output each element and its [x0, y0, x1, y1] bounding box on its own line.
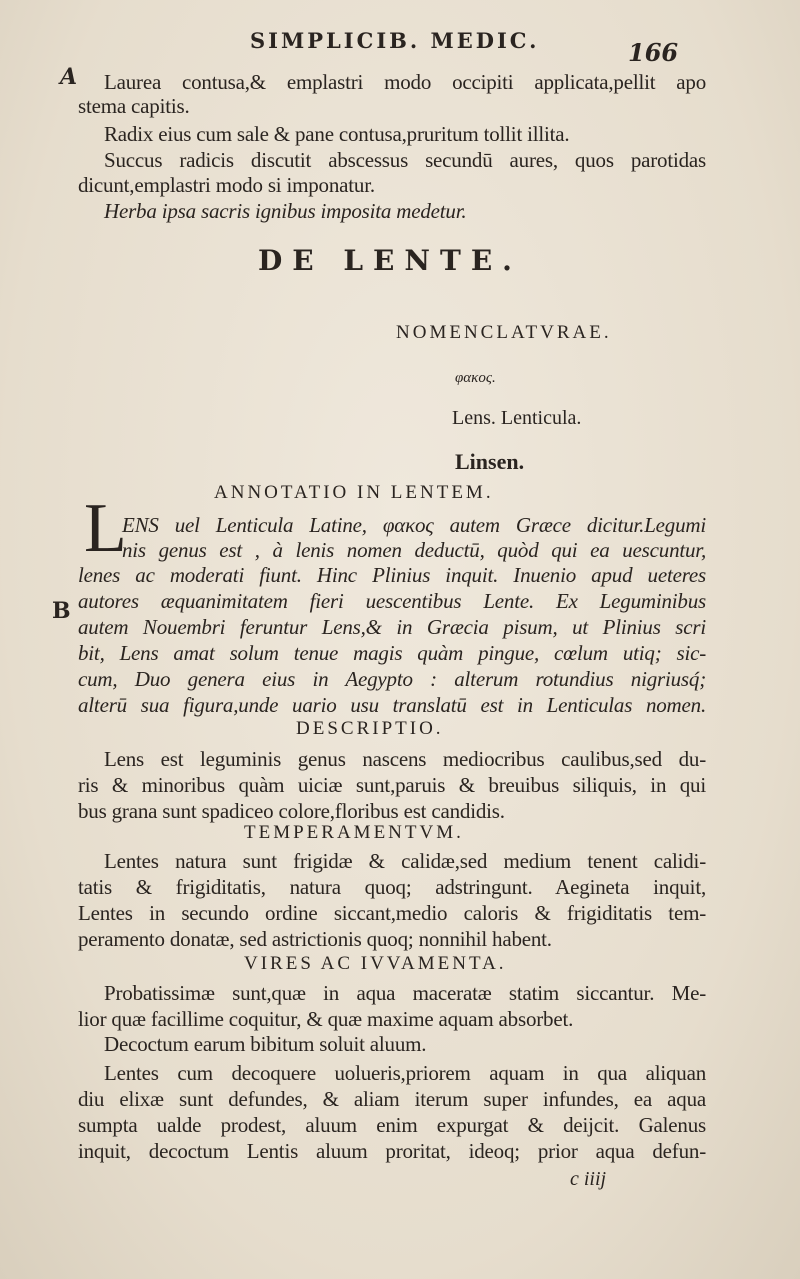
section-title: DE LENTE.: [258, 244, 522, 277]
german-name: Linsen.: [455, 449, 525, 474]
text-line: stema capitis.: [78, 94, 190, 118]
text-line: alterū sua figura,unde uario usu translatū est in Lenticulas nomen.: [78, 693, 706, 717]
text-line: ris & minoribus quàm uiciæ sunt,paruis & breuibus siliquis, in qui: [78, 773, 706, 797]
text-line: Lentes cum decoquere uolueris,priorem aquam in qua aliquan: [104, 1061, 706, 1085]
text-line: inquit, decoctum Lentis aluum proritat, ideoq; prior aqua defun-: [78, 1139, 706, 1163]
signature-mark: c iiij: [570, 1168, 607, 1190]
page-number: 166: [628, 38, 679, 67]
text-line: Probatissimæ sunt,quæ in aqua maceratæ statim siccantur. Me-: [104, 981, 706, 1005]
margin-letter-b: B: [52, 598, 71, 624]
temperamentum-heading: TEMPERAMENTVM.: [244, 822, 464, 843]
text-line: Herba ipsa sacris ignibus imposita medetur.: [104, 199, 467, 223]
greek-name: φακος.: [455, 370, 496, 386]
text-line: Succus radicis discutit abscessus secundū aures, quos parotidas: [104, 148, 706, 172]
text-line: autem Nouembri feruntur Lens,& in Græcia pisum, ut Plinius scri: [78, 615, 706, 639]
text-line: Lens est leguminis genus nascens mediocribus caulibus,sed du-: [104, 747, 706, 771]
text-line: nis genus est , à lenis nomen deductū, quòd qui ea uescuntur,: [122, 538, 706, 562]
text-line: lenes ac moderati fiunt. Hinc Plinius inquit. Inuenio apud ueteres: [78, 563, 706, 587]
text-line: Lentes in secundo ordine siccant,medio caloris & frigiditatis tem-: [78, 901, 706, 925]
text-line: autores æquanimitatem fieri uescentibus Lente. Ex Leguminibus: [78, 589, 706, 613]
descriptio-heading: DESCRIPTIO.: [296, 718, 444, 739]
annotatio-heading: ANNOTATIO IN LENTEM.: [214, 482, 494, 503]
text-line: ENS uel Lenticula Latine, φακος autem Græce dicitur.Legumi: [122, 513, 706, 537]
margin-letter-a: A: [60, 64, 78, 90]
text-line: dicunt,emplastri modo si imponatur.: [78, 173, 375, 197]
text-line: sumpta ualde prodest, aluum enim expurgat & deijcit. Galenus: [78, 1113, 706, 1137]
text-line: peramento donatæ, sed astrictionis quoq; nonnihil habent.: [78, 927, 552, 951]
text-line: cum, Duo genera eius in Aegypto : alterum rotundius nigriusq́;: [78, 667, 706, 691]
text-line: diu elixæ sunt defundes, & aliam iterum super infundes, ea aqua: [78, 1087, 706, 1111]
drop-capital: L: [84, 490, 127, 567]
text-line: lior quæ facillime coquitur, & quæ maxime aquam absorbet.: [78, 1007, 574, 1031]
text-line: Radix eius cum sale & pane contusa,pruritum tollit illita.: [104, 122, 570, 146]
latin-name: Lens. Lenticula.: [452, 407, 582, 429]
nomenclature-heading: NOMENCLATVRAE.: [396, 322, 612, 343]
text-line: tatis & frigiditatis, natura quoq; adstringunt. Aegineta inquit,: [78, 875, 706, 899]
text-line: Lentes natura sunt frigidæ & calidæ,sed medium tenent calidi-: [104, 849, 706, 873]
text-line: Laurea contusa,& emplastri modo occipiti applicata,pellit apo: [104, 70, 706, 94]
text-line: Decoctum earum bibitum soluit aluum.: [104, 1032, 427, 1056]
running-head: SIMPLICIB. MEDIC.: [250, 28, 540, 53]
text-line: bus grana sunt spadiceo colore,floribus est candidis.: [78, 799, 505, 823]
text-line: bit, Lens amat solum tenue magis quàm pingue, cœlum utiq; sic-: [78, 641, 706, 665]
vires-heading: VIRES AC IVVAMENTA.: [244, 953, 507, 974]
